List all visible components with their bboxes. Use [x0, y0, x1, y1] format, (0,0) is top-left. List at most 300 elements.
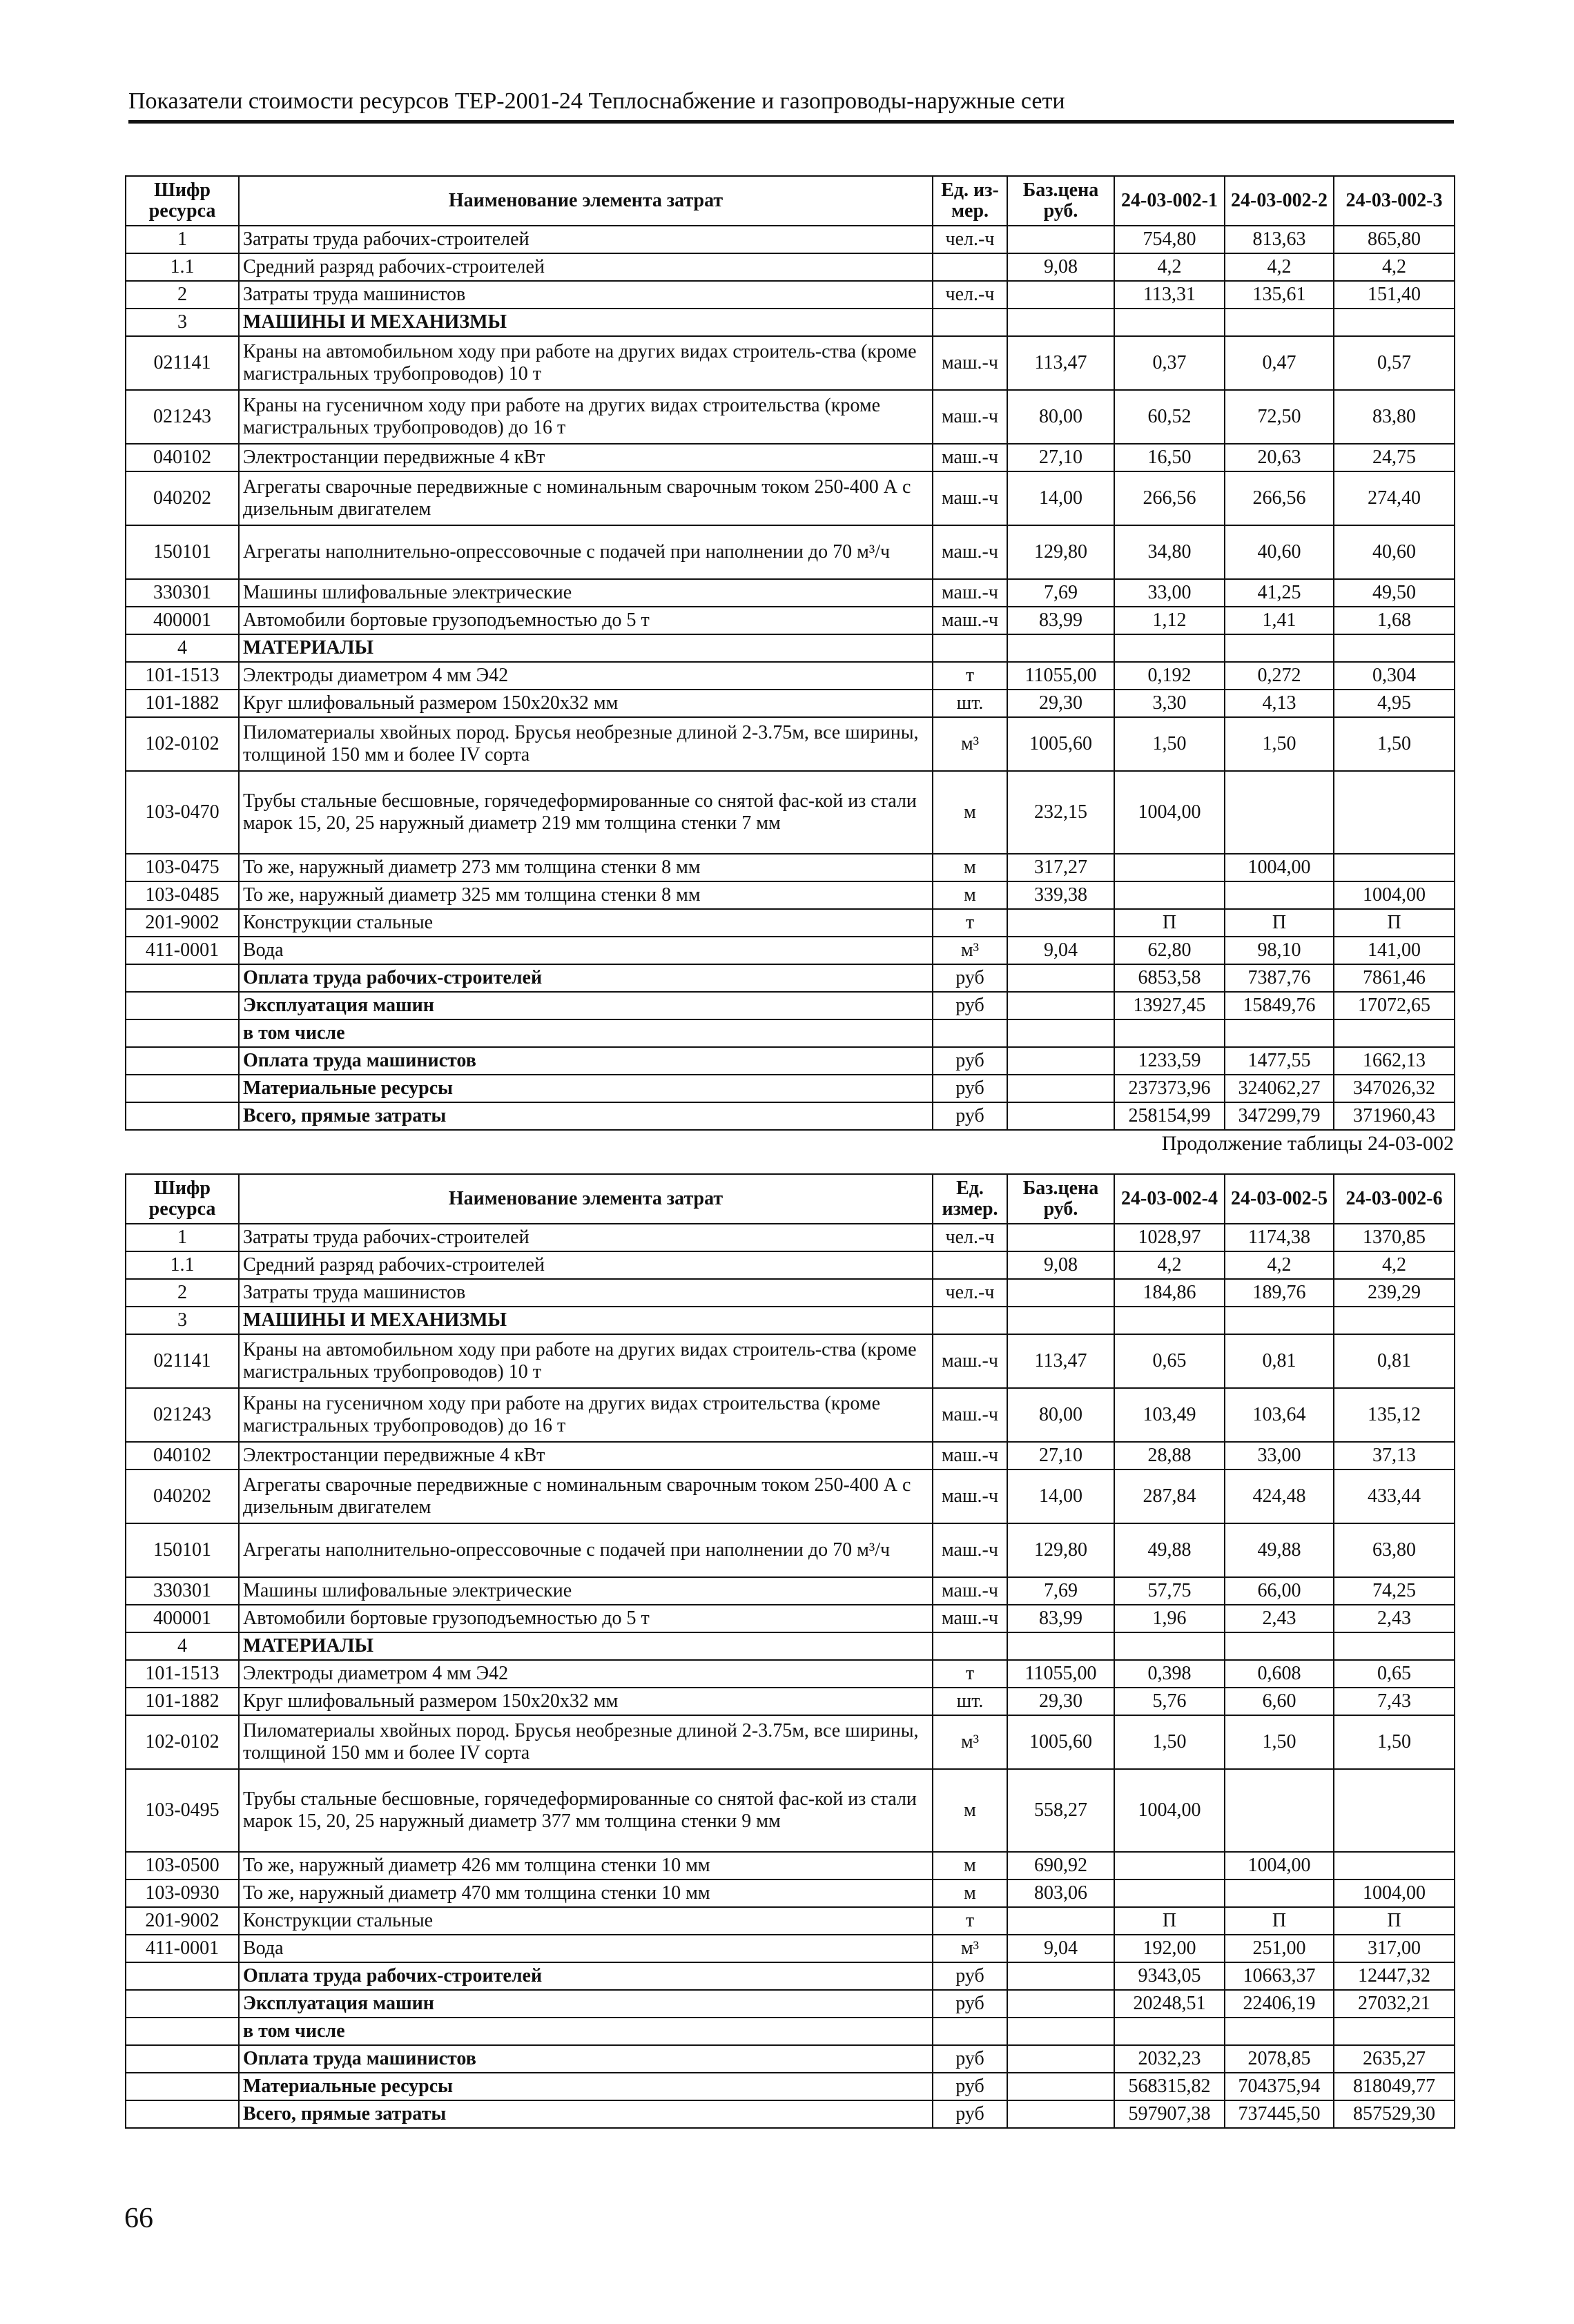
resource-code-cell: 4	[126, 634, 239, 662]
base-price-cell	[1007, 1962, 1114, 1990]
value-col-2-cell	[1225, 771, 1334, 854]
header-base-price: Баз.цена руб.	[1007, 176, 1114, 226]
value-col-3-cell: 1,50	[1334, 717, 1455, 771]
table-row	[126, 1334, 1455, 1388]
table-row	[126, 1688, 1455, 1715]
unit-cell: маш.-ч	[933, 336, 1007, 390]
base-price-cell: 83,99	[1007, 607, 1114, 634]
value-col-1-cell	[1114, 309, 1225, 336]
base-price-cell	[1007, 281, 1114, 309]
value-col-2-cell: 266,56	[1225, 471, 1334, 525]
table-row	[126, 1879, 1455, 1907]
value-col-1-cell	[1114, 881, 1225, 909]
cost-element-name-cell: Электростанции передвижные 4 кВт	[239, 444, 933, 471]
cost-element-name-cell: Оплата труда рабочих-строителей	[239, 964, 933, 992]
resource-code-cell: 103-0495	[126, 1769, 239, 1852]
base-price-cell	[1007, 2100, 1114, 2128]
cost-element-name-cell: Затраты труда рабочих-строителей	[239, 1224, 933, 1251]
table-row	[126, 662, 1455, 690]
value-col-2-cell: 1477,55	[1225, 1047, 1334, 1075]
base-price-cell: 29,30	[1007, 1688, 1114, 1715]
value-col-3-cell: 17072,65	[1334, 992, 1455, 1019]
value-col-3-cell: 37,13	[1334, 1442, 1455, 1469]
value-col-3-cell	[1334, 1019, 1455, 1047]
base-price-cell: 9,04	[1007, 1935, 1114, 1962]
resource-code-cell	[126, 1019, 239, 1047]
value-col-3-cell: 1370,85	[1334, 1224, 1455, 1251]
value-col-2-cell: 2078,85	[1225, 2045, 1334, 2073]
base-price-cell: 14,00	[1007, 471, 1114, 525]
resource-code-cell: 103-0485	[126, 881, 239, 909]
unit-cell: руб	[933, 1102, 1007, 1130]
table-row	[126, 717, 1455, 771]
value-col-2-cell	[1225, 634, 1334, 662]
table-row	[126, 1769, 1455, 1852]
base-price-cell	[1007, 2045, 1114, 2073]
cost-element-name-cell: в том числе	[239, 2018, 933, 2045]
cost-element-name-cell: Затраты труда машинистов	[239, 281, 933, 309]
table-row	[126, 336, 1455, 390]
value-col-2-cell: 0,272	[1225, 662, 1334, 690]
header-unit: Ед. измер.	[933, 1174, 1007, 1224]
unit-cell: м³	[933, 1715, 1007, 1769]
base-price-cell: 803,06	[1007, 1879, 1114, 1907]
resource-code-cell: 150101	[126, 525, 239, 579]
base-price-cell	[1007, 1047, 1114, 1075]
base-price-cell	[1007, 226, 1114, 253]
unit-cell: чел.-ч	[933, 226, 1007, 253]
value-col-2-cell: 347299,79	[1225, 1102, 1334, 1130]
cost-element-name-cell: Затраты труда рабочих-строителей	[239, 226, 933, 253]
base-price-cell: 7,69	[1007, 579, 1114, 607]
table-row	[126, 1907, 1455, 1935]
table-row	[126, 771, 1455, 854]
value-col-2-cell: 103,64	[1225, 1388, 1334, 1442]
value-col-1-cell: 60,52	[1114, 390, 1225, 444]
value-col-3-cell	[1334, 854, 1455, 881]
value-col-3-cell: 0,57	[1334, 336, 1455, 390]
cost-element-name-cell: МАТЕРИАЛЫ	[239, 1632, 933, 1660]
header-cost-element-name: Наименование элемента затрат	[239, 176, 933, 226]
cost-element-name-cell: Машины шлифовальные электрические	[239, 579, 933, 607]
value-col-3-cell: 1,50	[1334, 1715, 1455, 1769]
unit-cell: руб	[933, 992, 1007, 1019]
value-col-2-cell: 98,10	[1225, 937, 1334, 964]
header-rule	[128, 120, 1454, 124]
unit-cell: маш.-ч	[933, 1469, 1007, 1523]
base-price-cell: 1005,60	[1007, 1715, 1114, 1769]
resource-code-cell	[126, 2018, 239, 2045]
resource-code-cell: 103-0470	[126, 771, 239, 854]
value-col-3-cell: 0,304	[1334, 662, 1455, 690]
cost-element-name-cell: Краны на автомобильном ходу при работе на других видах строитель-ства (кроме магистральных трубопроводов) 10 т	[239, 1334, 933, 1388]
resource-code-cell: 3	[126, 309, 239, 336]
cost-element-name-cell: То же, наружный диаметр 426 мм толщина стенки 10 мм	[239, 1852, 933, 1879]
cost-element-name-cell: Затраты труда машинистов	[239, 1279, 933, 1307]
unit-cell: маш.-ч	[933, 1388, 1007, 1442]
value-col-1-cell: 0,398	[1114, 1660, 1225, 1688]
value-col-1-cell: 266,56	[1114, 471, 1225, 525]
table-row	[126, 1852, 1455, 1879]
base-price-cell	[1007, 1019, 1114, 1047]
cost-element-name-cell: МАШИНЫ И МЕХАНИЗМЫ	[239, 1307, 933, 1334]
value-col-1-cell: 1028,97	[1114, 1224, 1225, 1251]
resource-code-cell	[126, 964, 239, 992]
value-col-3-cell: 27032,21	[1334, 1990, 1455, 2018]
value-col-1-cell: П	[1114, 909, 1225, 937]
unit-cell: руб	[933, 1990, 1007, 2018]
value-col-3-cell: 4,95	[1334, 690, 1455, 717]
cost-element-name-cell: Машины шлифовальные электрические	[239, 1577, 933, 1605]
base-price-cell: 9,04	[1007, 937, 1114, 964]
value-col-1-cell: 597907,38	[1114, 2100, 1225, 2128]
resource-cost-table-1	[125, 175, 1455, 1131]
resource-code-cell: 021243	[126, 390, 239, 444]
value-col-1-cell	[1114, 634, 1225, 662]
resource-code-cell: 102-0102	[126, 717, 239, 771]
value-col-2-cell: 1174,38	[1225, 1224, 1334, 1251]
cost-element-name-cell: Эксплуатация машин	[239, 1990, 933, 2018]
resource-code-cell: 400001	[126, 607, 239, 634]
value-col-2-cell: 0,81	[1225, 1334, 1334, 1388]
cost-element-name-cell: Электроды диаметром 4 мм Э42	[239, 1660, 933, 1688]
unit-cell: руб	[933, 964, 1007, 992]
value-col-2-cell: 2,43	[1225, 1605, 1334, 1632]
value-col-3-cell: 317,00	[1334, 1935, 1455, 1962]
base-price-cell: 80,00	[1007, 390, 1114, 444]
value-col-1-cell: П	[1114, 1907, 1225, 1935]
unit-cell	[933, 1632, 1007, 1660]
value-col-3-cell: 857529,30	[1334, 2100, 1455, 2128]
value-col-3-cell: 40,60	[1334, 525, 1455, 579]
value-col-1-cell: 0,65	[1114, 1334, 1225, 1388]
value-col-3-cell	[1334, 1852, 1455, 1879]
value-col-3-cell: 151,40	[1334, 281, 1455, 309]
base-price-cell: 1005,60	[1007, 717, 1114, 771]
table-row	[126, 1279, 1455, 1307]
table-row	[126, 444, 1455, 471]
resource-cost-table-2	[125, 1173, 1455, 2129]
unit-cell	[933, 253, 1007, 281]
cost-element-name-cell: Эксплуатация машин	[239, 992, 933, 1019]
value-col-2-cell: 15849,76	[1225, 992, 1334, 1019]
header-norm-column-5: 24-03-002-5	[1225, 1174, 1334, 1224]
cost-element-name-cell: Оплата труда машинистов	[239, 1047, 933, 1075]
value-col-3-cell	[1334, 2018, 1455, 2045]
header-resource-code: Шифр ресурса	[126, 176, 239, 226]
base-price-cell: 232,15	[1007, 771, 1114, 854]
unit-cell: шт.	[933, 1688, 1007, 1715]
base-price-cell: 14,00	[1007, 1469, 1114, 1523]
base-price-cell	[1007, 1075, 1114, 1102]
resource-code-cell: 040102	[126, 444, 239, 471]
unit-cell	[933, 634, 1007, 662]
value-col-3-cell: 49,50	[1334, 579, 1455, 607]
header-base-price: Баз.цена руб.	[1007, 1174, 1114, 1224]
table-row	[126, 525, 1455, 579]
resource-code-cell	[126, 1047, 239, 1075]
unit-cell: маш.-ч	[933, 579, 1007, 607]
value-col-2-cell: 737445,50	[1225, 2100, 1334, 2128]
resource-code-cell: 101-1882	[126, 1688, 239, 1715]
resource-code-cell: 411-0001	[126, 937, 239, 964]
base-price-cell	[1007, 2073, 1114, 2100]
value-col-3-cell: 865,80	[1334, 226, 1455, 253]
resource-code-cell: 101-1513	[126, 662, 239, 690]
value-col-3-cell: 1662,13	[1334, 1047, 1455, 1075]
cost-element-name-cell: Агрегаты наполнительно-опрессовочные с подачей при наполнении до 70 м³/ч	[239, 1523, 933, 1577]
cost-element-name-cell: Круг шлифовальный размером 150х20х32 мм	[239, 1688, 933, 1715]
value-col-2-cell: 66,00	[1225, 1577, 1334, 1605]
base-price-cell: 11055,00	[1007, 662, 1114, 690]
table-row	[126, 607, 1455, 634]
cost-element-name-cell: То же, наружный диаметр 470 мм толщина стенки 10 мм	[239, 1879, 933, 1907]
value-col-2-cell: 189,76	[1225, 1279, 1334, 1307]
cost-element-name-cell: То же, наружный диаметр 273 мм толщина стенки 8 мм	[239, 854, 933, 881]
unit-cell: м	[933, 1769, 1007, 1852]
resource-code-cell	[126, 2045, 239, 2073]
value-col-1-cell: 1004,00	[1114, 1769, 1225, 1852]
unit-cell: руб	[933, 1962, 1007, 1990]
base-price-cell: 7,69	[1007, 1577, 1114, 1605]
unit-cell: м³	[933, 937, 1007, 964]
summary-row	[126, 2100, 1455, 2128]
resource-code-cell	[126, 2100, 239, 2128]
value-col-1-cell: 113,31	[1114, 281, 1225, 309]
table-row	[126, 471, 1455, 525]
value-col-1-cell	[1114, 2018, 1225, 2045]
resource-code-cell: 040202	[126, 1469, 239, 1523]
unit-cell: руб	[933, 1075, 1007, 1102]
value-col-1-cell: 4,2	[1114, 1251, 1225, 1279]
table-row	[126, 881, 1455, 909]
cost-element-name-cell: Всего, прямые затраты	[239, 1102, 933, 1130]
value-col-2-cell: 135,61	[1225, 281, 1334, 309]
value-col-2-cell	[1225, 1019, 1334, 1047]
value-col-3-cell	[1334, 1632, 1455, 1660]
unit-cell: маш.-ч	[933, 1605, 1007, 1632]
value-col-3-cell: 63,80	[1334, 1523, 1455, 1577]
summary-row	[126, 1047, 1455, 1075]
resource-code-cell	[126, 2073, 239, 2100]
cost-element-name-cell: МАТЕРИАЛЫ	[239, 634, 933, 662]
cost-element-name-cell: Вода	[239, 1935, 933, 1962]
value-col-3-cell: 2635,27	[1334, 2045, 1455, 2073]
value-col-2-cell: 4,13	[1225, 690, 1334, 717]
base-price-cell: 129,80	[1007, 1523, 1114, 1577]
value-col-2-cell: 324062,27	[1225, 1075, 1334, 1102]
resource-code-cell: 411-0001	[126, 1935, 239, 1962]
header-norm-column-4: 24-03-002-4	[1114, 1174, 1225, 1224]
summary-row	[126, 2045, 1455, 2073]
value-col-1-cell: 568315,82	[1114, 2073, 1225, 2100]
value-col-2-cell: 1,50	[1225, 1715, 1334, 1769]
base-price-cell	[1007, 634, 1114, 662]
unit-cell: руб	[933, 2073, 1007, 2100]
value-col-1-cell: 20248,51	[1114, 1990, 1225, 2018]
unit-cell: т	[933, 1660, 1007, 1688]
table-header-row	[126, 176, 1455, 226]
table-row	[126, 1251, 1455, 1279]
value-col-3-cell: 4,2	[1334, 253, 1455, 281]
value-col-3-cell: 141,00	[1334, 937, 1455, 964]
summary-row	[126, 1075, 1455, 1102]
value-col-3-cell: 274,40	[1334, 471, 1455, 525]
cost-element-name-cell: Пиломатериалы хвойных пород. Брусья необрезные длиной 2-3.75м, все ширины, толщиной 150 мм и более IV сорта	[239, 717, 933, 771]
value-col-2-cell: 1004,00	[1225, 854, 1334, 881]
unit-cell: маш.-ч	[933, 471, 1007, 525]
value-col-1-cell: 16,50	[1114, 444, 1225, 471]
value-col-1-cell: 258154,99	[1114, 1102, 1225, 1130]
header-norm-column-3: 24-03-002-3	[1334, 176, 1455, 226]
value-col-2-cell: 0,47	[1225, 336, 1334, 390]
resource-code-cell	[126, 1962, 239, 1990]
value-col-1-cell: 57,75	[1114, 1577, 1225, 1605]
resource-code-cell: 4	[126, 1632, 239, 1660]
base-price-cell: 558,27	[1007, 1769, 1114, 1852]
table-row	[126, 281, 1455, 309]
value-col-3-cell: 1004,00	[1334, 881, 1455, 909]
value-col-2-cell: 0,608	[1225, 1660, 1334, 1688]
value-col-3-cell: 347026,32	[1334, 1075, 1455, 1102]
base-price-cell: 317,27	[1007, 854, 1114, 881]
value-col-1-cell: 33,00	[1114, 579, 1225, 607]
unit-cell	[933, 309, 1007, 336]
unit-cell: руб	[933, 2100, 1007, 2128]
value-col-1-cell: 1004,00	[1114, 771, 1225, 854]
value-col-1-cell	[1114, 1307, 1225, 1334]
base-price-cell	[1007, 1632, 1114, 1660]
unit-cell: маш.-ч	[933, 525, 1007, 579]
summary-row	[126, 1962, 1455, 1990]
cost-element-name-cell: Трубы стальные бесшовные, горячедеформированные со снятой фас-кой из стали марок 15, 20, 25 наружный диаметр 377 мм толщина стенки 9 мм	[239, 1769, 933, 1852]
value-col-2-cell: 4,2	[1225, 1251, 1334, 1279]
resource-code-cell: 040102	[126, 1442, 239, 1469]
value-col-1-cell: 6853,58	[1114, 964, 1225, 992]
base-price-cell	[1007, 1307, 1114, 1334]
summary-row	[126, 1990, 1455, 2018]
unit-cell: маш.-ч	[933, 444, 1007, 471]
value-col-2-cell: 49,88	[1225, 1523, 1334, 1577]
cost-element-name-cell: Электростанции передвижные 4 кВт	[239, 1442, 933, 1469]
value-col-1-cell: 184,86	[1114, 1279, 1225, 1307]
resource-code-cell: 021141	[126, 336, 239, 390]
value-col-3-cell: П	[1334, 1907, 1455, 1935]
value-col-2-cell: 10663,37	[1225, 1962, 1334, 1990]
table-row	[126, 579, 1455, 607]
value-col-2-cell	[1225, 1307, 1334, 1334]
unit-cell: м	[933, 1879, 1007, 1907]
value-col-3-cell: 74,25	[1334, 1577, 1455, 1605]
base-price-cell: 9,08	[1007, 253, 1114, 281]
value-col-2-cell: 251,00	[1225, 1935, 1334, 1962]
resource-code-cell: 330301	[126, 1577, 239, 1605]
cost-element-name-cell: Краны на гусеничном ходу при работе на других видах строительства (кроме магистральных трубопроводов) до 16 т	[239, 390, 933, 444]
value-col-2-cell: 4,2	[1225, 253, 1334, 281]
value-col-1-cell	[1114, 1019, 1225, 1047]
base-price-cell: 29,30	[1007, 690, 1114, 717]
table-row	[126, 1715, 1455, 1769]
resource-code-cell: 201-9002	[126, 1907, 239, 1935]
value-col-1-cell: 3,30	[1114, 690, 1225, 717]
value-col-2-cell: 1,41	[1225, 607, 1334, 634]
base-price-cell: 339,38	[1007, 881, 1114, 909]
unit-cell: м	[933, 771, 1007, 854]
value-col-2-cell: 41,25	[1225, 579, 1334, 607]
value-col-1-cell	[1114, 1879, 1225, 1907]
cost-element-name-cell: Вода	[239, 937, 933, 964]
base-price-cell	[1007, 1279, 1114, 1307]
page-header-title: Показатели стоимости ресурсов ТЕР-2001-24 Теплоснабжение и газопроводы-наружные сети	[128, 88, 1065, 114]
value-col-1-cell: 237373,96	[1114, 1075, 1225, 1102]
resource-code-cell	[126, 1990, 239, 2018]
table-header-row	[126, 1174, 1455, 1224]
resource-code-cell: 1	[126, 226, 239, 253]
summary-row	[126, 992, 1455, 1019]
summary-row	[126, 964, 1455, 992]
header-cost-element-name: Наименование элемента затрат	[239, 1174, 933, 1224]
value-col-2-cell: 40,60	[1225, 525, 1334, 579]
value-col-1-cell: 1,50	[1114, 717, 1225, 771]
cost-element-name-cell: Пиломатериалы хвойных пород. Брусья необрезные длиной 2-3.75м, все ширины, толщиной 150 мм и более IV сорта	[239, 1715, 933, 1769]
base-price-cell: 129,80	[1007, 525, 1114, 579]
resource-code-cell: 400001	[126, 1605, 239, 1632]
table-row	[126, 1577, 1455, 1605]
base-price-cell: 113,47	[1007, 1334, 1114, 1388]
value-col-3-cell: 4,2	[1334, 1251, 1455, 1279]
cost-element-name-cell: Конструкции стальные	[239, 909, 933, 937]
table-row	[126, 909, 1455, 937]
value-col-2-cell: П	[1225, 909, 1334, 937]
value-col-2-cell: 704375,94	[1225, 2073, 1334, 2100]
resource-code-cell: 1.1	[126, 253, 239, 281]
cost-element-name-cell: Всего, прямые затраты	[239, 2100, 933, 2128]
cost-element-name-cell: в том числе	[239, 1019, 933, 1047]
cost-element-name-cell: Круг шлифовальный размером 150х20х32 мм	[239, 690, 933, 717]
cost-element-name-cell: Средний разряд рабочих-строителей	[239, 253, 933, 281]
value-col-1-cell	[1114, 854, 1225, 881]
summary-row	[126, 2073, 1455, 2100]
value-col-2-cell: 1,50	[1225, 717, 1334, 771]
resource-code-cell: 201-9002	[126, 909, 239, 937]
unit-cell: маш.-ч	[933, 1334, 1007, 1388]
value-col-3-cell: 371960,43	[1334, 1102, 1455, 1130]
table-row	[126, 854, 1455, 881]
value-col-2-cell	[1225, 1632, 1334, 1660]
value-col-3-cell: 818049,77	[1334, 2073, 1455, 2100]
value-col-1-cell: 1,12	[1114, 607, 1225, 634]
resource-code-cell: 103-0930	[126, 1879, 239, 1907]
unit-cell: т	[933, 909, 1007, 937]
value-col-1-cell: 287,84	[1114, 1469, 1225, 1523]
value-col-1-cell	[1114, 1852, 1225, 1879]
table-continuation-note: Продолжение таблицы 24-03-002	[1161, 1132, 1454, 1155]
value-col-2-cell: 72,50	[1225, 390, 1334, 444]
summary-row	[126, 1019, 1455, 1047]
cost-element-name-cell: Средний разряд рабочих-строителей	[239, 1251, 933, 1279]
unit-cell	[933, 1019, 1007, 1047]
table-row	[126, 1388, 1455, 1442]
value-col-3-cell: 433,44	[1334, 1469, 1455, 1523]
page-number: 66	[124, 2203, 153, 2234]
table-row	[126, 1469, 1455, 1523]
value-col-1-cell: 28,88	[1114, 1442, 1225, 1469]
resource-code-cell	[126, 1075, 239, 1102]
resource-code-cell: 150101	[126, 1523, 239, 1577]
value-col-1-cell: 1,50	[1114, 1715, 1225, 1769]
header-unit: Ед. из-мер.	[933, 176, 1007, 226]
base-price-cell: 27,10	[1007, 444, 1114, 471]
